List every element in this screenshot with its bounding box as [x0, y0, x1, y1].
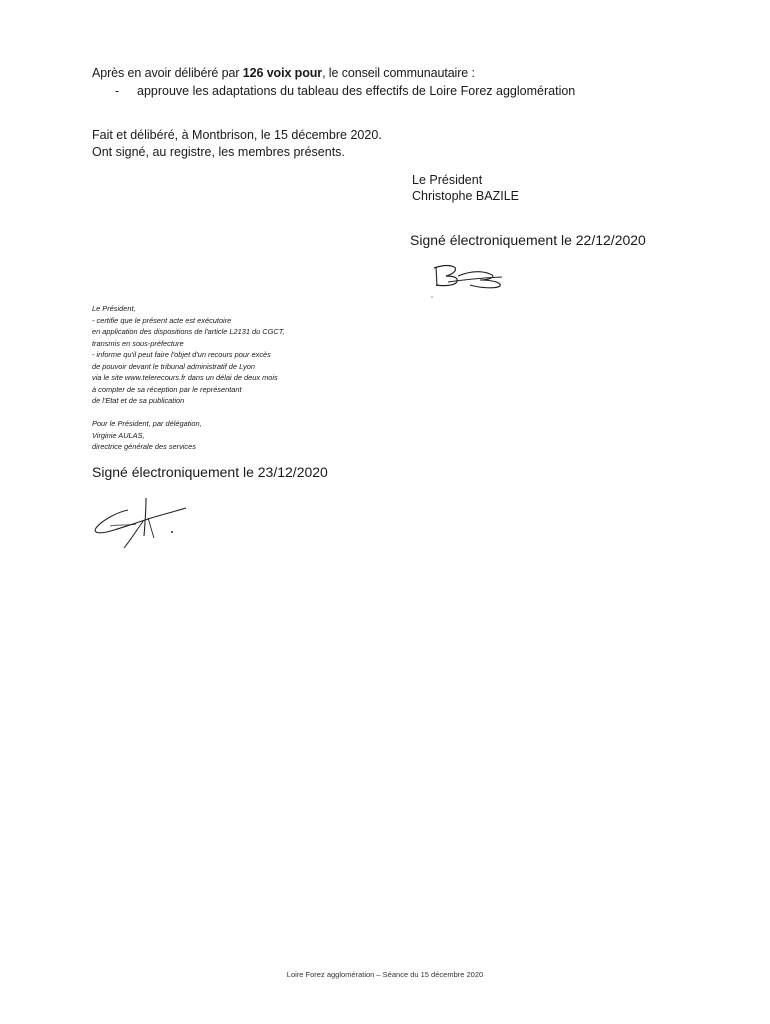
certification-block [92, 303, 285, 453]
done-at-line: Fait et délibéré, à Montbrison, le 15 décembre 2020. [92, 128, 382, 142]
president-electronic-signature-date: Signé électroniquement le 22/12/2020 [410, 232, 646, 248]
certification-line: de l'Etat et de sa publication [92, 396, 185, 405]
president-name: Christophe BAZILE [412, 189, 519, 203]
certification-line: Le Président, [92, 304, 136, 313]
certification-spacer [92, 407, 285, 419]
vote-prefix: Après en avoir délibéré par [92, 66, 243, 80]
bullet-dash: - [115, 84, 120, 98]
decision-text: approuve les adaptations du tableau des effectifs de Loire Forez agglomération [137, 84, 576, 98]
vote-count: 126 voix pour [242, 66, 323, 80]
delegation-line: directrice générale des services [92, 442, 196, 451]
certification-line: - certifie que le présent acte est exécutoire [92, 315, 232, 325]
vote-suffix: , le conseil communautaire : [322, 66, 475, 80]
certification-line: via le site www.telerecours.fr dans un délai de deux mois [92, 373, 278, 382]
certification-line: transmis en sous-préfecture [92, 338, 184, 348]
certification-line: - informe qu'il peut faire l'objet d'un recours pour excès [92, 350, 271, 359]
director-electronic-signature-date: Signé électroniquement le 23/12/2020 [92, 464, 328, 480]
vote-statement [92, 66, 475, 80]
signed-register-line: Ont signé, au registre, les membres présents. [92, 145, 345, 159]
page-footer: Loire Forez agglomération – Séance du 15 décembre 2020 [286, 970, 484, 979]
decision-bullet [115, 84, 575, 98]
director-signature-icon [88, 490, 188, 552]
certification-line: à compter de sa réception par le représentant [92, 384, 242, 394]
president-signature-icon [428, 258, 516, 300]
certification-line: de pouvoir devant le tribunal administratif de Lyon [92, 361, 255, 371]
delegation-line: Pour le Président, par délégation, [92, 419, 202, 428]
certification-line: en application des dispositions de l'article L2131 du CGCT, [92, 327, 285, 336]
president-title: Le Président [412, 173, 483, 187]
delegation-line: Virginie AULAS, [92, 430, 145, 440]
